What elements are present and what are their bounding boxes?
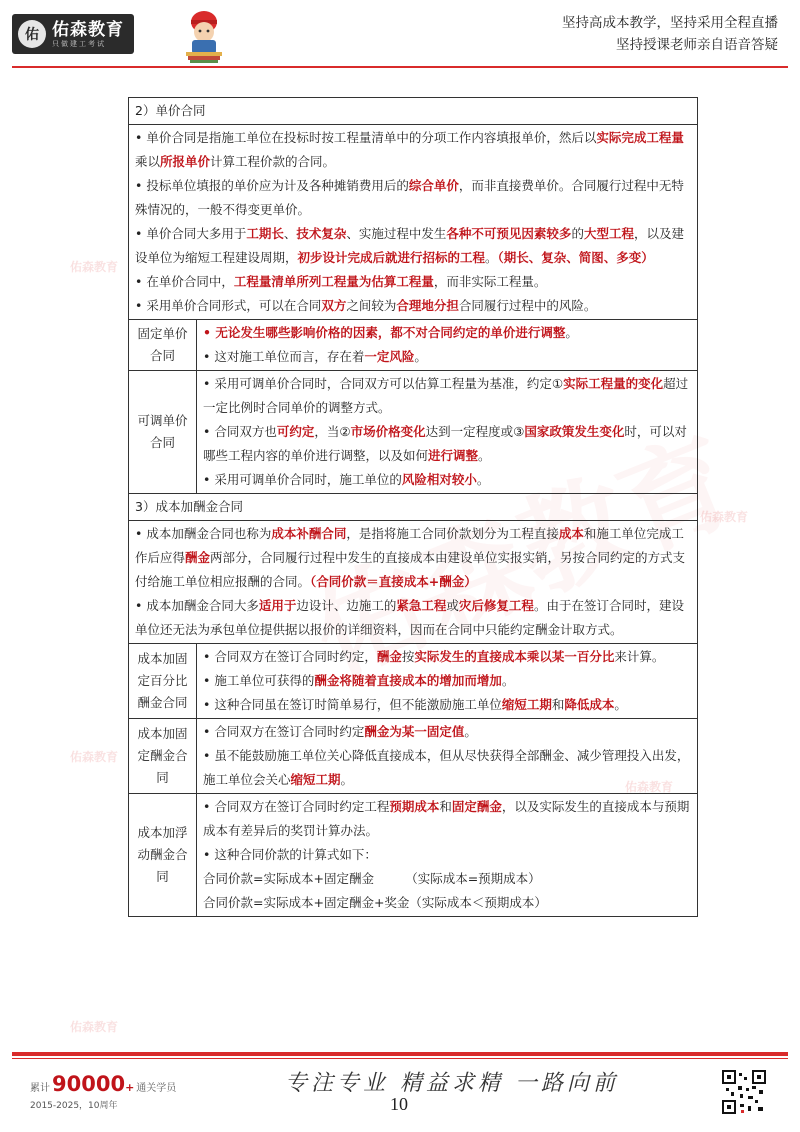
text-segment: 。 xyxy=(340,772,354,787)
section-heading-cost-plus: 3）成本加酬金合同 xyxy=(129,494,698,521)
text-segment: 达到一定程度或③ xyxy=(425,424,525,439)
highlighted-text: 一定风险 xyxy=(364,349,415,364)
text-segment: • 采用单价合同形式，可以在合同 xyxy=(135,298,322,313)
watermark-left-top: 佑森教育 xyxy=(70,260,119,274)
text-segment: • 单价合同是指施工单位在投标时按工程量清单中的分项工作内容填报单价，然后以 xyxy=(135,130,597,145)
fixed-unit-price-content xyxy=(197,320,698,371)
highlighted-text: 综合单价 xyxy=(408,178,459,193)
highlighted-text: 实际完成工程量 xyxy=(596,130,684,145)
text-segment: ，当② xyxy=(314,424,351,439)
paragraph xyxy=(135,174,691,222)
content-area xyxy=(128,97,698,917)
text-segment: 来计算。 xyxy=(614,649,665,664)
text-segment: 。 xyxy=(476,472,490,487)
logo-name: 佑森教育 xyxy=(52,19,124,40)
highlighted-text: 固定酬金 xyxy=(451,799,502,814)
paragraph xyxy=(135,270,691,294)
cost-plus-percentage-content xyxy=(197,644,698,719)
brand-logo xyxy=(12,14,134,54)
text-segment: 和施工单位完成工作后应得 xyxy=(135,526,684,565)
highlighted-text: 成本补酬合同 xyxy=(271,526,347,541)
text-segment: 计算工程价款的合同。 xyxy=(210,154,336,169)
text-segment: 和 xyxy=(439,799,452,814)
row-label-adjustable-unit-price: 可调单价合同 xyxy=(129,371,197,494)
cost-plus-overview xyxy=(129,521,698,644)
text-segment: ，以及实际发生的直接成本与预期成本有差异后的奖罚计算办法。 xyxy=(203,799,690,838)
header-divider xyxy=(12,66,788,68)
highlighted-text: 实际发生的直接成本乘以某一百分比 xyxy=(414,649,615,664)
text-segment: • 成本加酬金合同也称为 xyxy=(135,526,272,541)
cost-plus-floating-fee-content xyxy=(197,794,698,917)
text-segment: ，而非直接费单价。合同履行过程中无特殊情况的，一般不得变更单价。 xyxy=(135,178,684,217)
paragraph xyxy=(203,468,691,492)
highlighted-text: 大型工程 xyxy=(583,226,634,241)
watermark-right-mid: 佑森教育 xyxy=(625,780,674,794)
paragraph xyxy=(203,321,691,345)
text-segment: • 采用可调单价合同时，合同双方可以估算工程量为基准，约定① xyxy=(203,376,564,391)
formula-line: 合同价款=实际成本+固定酬金 （实际成本=预期成本） xyxy=(203,871,541,886)
slogan-line-1: 坚持高成本教学，坚持采用全程直播 xyxy=(562,15,778,31)
highlighted-text: 适用于 xyxy=(258,598,297,613)
highlighted-text: 灾后修复工程 xyxy=(458,598,534,613)
highlighted-text: 工程量清单所列工程量为估算工程量 xyxy=(233,274,434,289)
row-label-cost-plus-floating-fee: 成本加浮动酬金合同 xyxy=(129,794,197,917)
text-segment: 或 xyxy=(446,598,459,613)
text-segment: • 虽不能鼓励施工单位关心降低直接成本，但从尽快获得全部酬金、减少管理投入出发，施工单位会关心 xyxy=(203,748,690,787)
paragraph xyxy=(203,720,691,744)
paragraph xyxy=(203,345,691,369)
stat-number: 90000 xyxy=(52,1072,126,1096)
highlighted-text: 技术复杂 xyxy=(296,226,347,241)
text-segment: • 合同双方在签订合同时约定 xyxy=(203,724,365,739)
text-segment: ，以及建设单位为缩短工程建设周期， xyxy=(135,226,684,265)
paragraph xyxy=(135,222,691,270)
logo-emblem-icon: 佑 xyxy=(18,20,46,48)
text-segment: • 这对施工单位而言，存在着 xyxy=(203,349,365,364)
contract-table xyxy=(128,97,698,917)
highlighted-text: （期长、复杂、简图、多变） xyxy=(497,250,654,265)
highlighted-text: 各种不可预见因素较多 xyxy=(446,226,572,241)
highlighted-text: 工期长 xyxy=(246,226,284,241)
highlighted-text: 预期成本 xyxy=(389,799,440,814)
page-header xyxy=(0,0,800,70)
text-segment: 之间较为 xyxy=(346,298,397,313)
watermark-left-mid: 佑森教育 xyxy=(70,750,119,764)
highlighted-text: 缩短工期 xyxy=(290,772,341,787)
text-segment: 按 xyxy=(401,649,415,664)
footer-divider-thin xyxy=(12,1058,788,1059)
adjustable-unit-price-content xyxy=(197,371,698,494)
paragraph xyxy=(203,744,691,792)
paragraph xyxy=(135,126,691,174)
handwritten-motto: 专注专业 精益求精 一路向前 xyxy=(285,1071,619,1096)
text-segment: 。 xyxy=(565,325,578,340)
text-segment: • 采用可调单价合同时，施工单位的 xyxy=(203,472,402,487)
row-label-fixed-unit-price: 固定单价合同 xyxy=(129,320,197,371)
watermark-left-bottom: 佑森教育 xyxy=(70,1020,119,1034)
highlighted-text: 所报单价 xyxy=(160,154,211,169)
paragraph xyxy=(135,594,691,642)
text-segment: 两部分，合同履行过程中发生的直接成本由建设单位实报实销，另按合同约定的方式支付给施工单位相应报酬的合同。 xyxy=(135,550,686,589)
stat-label: 累计 xyxy=(30,1083,50,1094)
paragraph xyxy=(203,795,691,843)
text-segment: 和 xyxy=(551,697,565,712)
highlighted-text: 缩短工期 xyxy=(501,697,552,712)
paragraph xyxy=(135,294,691,318)
highlighted-text: 市场价格变化 xyxy=(350,424,426,439)
text-segment: 。 xyxy=(501,673,515,688)
text-segment: 、 xyxy=(283,226,297,241)
row-label-cost-plus-fixed-fee: 成本加固定酬金合同 xyxy=(129,719,197,794)
highlighted-text: （合同价款＝直接成本+酬金） xyxy=(310,574,477,589)
logo-subtitle: 只做建工考试 xyxy=(52,39,106,48)
paragraph xyxy=(203,693,691,717)
text-segment: • 合同双方在签订合同时约定， xyxy=(203,649,377,664)
highlighted-text: 酬金将随着直接成本的增加而增加 xyxy=(314,673,502,688)
text-segment: 超过一定比例时合同单价的调整方式。 xyxy=(203,376,689,415)
text-segment: 。 xyxy=(478,448,491,463)
text-segment: • 成本加酬金合同大多 xyxy=(135,598,259,613)
text-segment: ，而非实际工程量。 xyxy=(433,274,547,289)
paragraph: • 这种合同价款的计算式如下： xyxy=(203,847,377,862)
mascot-illustration xyxy=(180,8,228,64)
highlighted-text: 酬金为某一固定值 xyxy=(364,724,465,739)
highlighted-text: 成本 xyxy=(558,526,584,541)
highlighted-text: 风险相对较小 xyxy=(401,472,477,487)
text-segment: 。由于在签订合同时，建设单位还无法为承包单位提供据以报价的详细资料，因而在合同中只能约定酬金计取方式。 xyxy=(135,598,684,637)
text-segment: 。 xyxy=(464,724,477,739)
text-segment: 。 xyxy=(485,250,498,265)
text-segment: • 合同双方在签订合同时约定工程 xyxy=(203,799,390,814)
highlighted-text: 酬金 xyxy=(376,649,402,664)
highlighted-text: 紧急工程 xyxy=(396,598,447,613)
footer-divider-thick xyxy=(12,1052,788,1056)
text-segment: 边设计、边施工的 xyxy=(296,598,397,613)
highlighted-text: 初步设计完成后就进行招标的工程 xyxy=(297,250,486,265)
paragraph xyxy=(203,420,691,468)
stat-plus: + xyxy=(125,1081,135,1094)
text-segment: 。 xyxy=(414,349,427,364)
paragraph xyxy=(203,669,691,693)
text-segment: 时，可以对哪些工程内容的单价进行调整，以及如何 xyxy=(203,424,687,463)
page-number: 10 xyxy=(390,1094,408,1114)
slogan-line-2: 坚持授课老师亲自语音答疑 xyxy=(616,37,778,53)
highlighted-text: 酬金 xyxy=(185,550,211,565)
student-stat xyxy=(30,1072,176,1111)
formula-line: 合同价款=实际成本+固定酬金+奖金（实际成本＜预期成本） xyxy=(203,895,547,910)
highlighted-text: 合理地分担 xyxy=(396,298,459,313)
paragraph xyxy=(203,645,691,669)
section-heading-unit-price: 2）单价合同 xyxy=(129,98,698,125)
highlighted-text: 可约定 xyxy=(276,424,315,439)
highlighted-text: 实际工程量的变化 xyxy=(563,376,664,391)
cost-plus-fixed-fee-content xyxy=(197,719,698,794)
text-segment: 、实施过程中发生 xyxy=(346,226,447,241)
text-segment: • 施工单位可获得的 xyxy=(203,673,315,688)
paragraph xyxy=(203,372,691,420)
text-segment: • 在单价合同中， xyxy=(135,274,234,289)
watermark-right: 佑森教育 xyxy=(700,510,749,524)
text-segment: • 单价合同大多用于 xyxy=(135,226,247,241)
highlighted-text: 国家政策发生变化 xyxy=(524,424,625,439)
stat-suffix: 通关学员 xyxy=(136,1083,177,1094)
unit-price-overview xyxy=(129,125,698,320)
paragraph xyxy=(135,522,691,594)
text-segment: • 合同双方也 xyxy=(203,424,277,439)
text-segment: ，是指将施工合同价款划分为工程直接 xyxy=(346,526,559,541)
text-segment: 乘以 xyxy=(135,154,161,169)
qr-code-icon xyxy=(722,1070,766,1114)
row-label-cost-plus-percentage: 成本加固定百分比酬金合同 xyxy=(129,644,197,719)
highlighted-text: 降低成本 xyxy=(564,697,615,712)
stat-years: 2015-2025，10周年 xyxy=(30,1101,118,1111)
highlighted-text: 进行调整 xyxy=(428,448,479,463)
highlighted-text: 双方 xyxy=(321,298,347,313)
text-segment: • 投标单位填报的单价应为计及各种摊销费用后的 xyxy=(135,178,409,193)
highlighted-text: • 无论发生哪些影响价格的因素，都不对合同约定的单价进行调整 xyxy=(203,325,566,340)
text-segment: 。 xyxy=(614,697,627,712)
header-slogans xyxy=(562,12,778,56)
text-segment: 合同履行过程中的风险。 xyxy=(458,298,597,313)
page-footer xyxy=(0,1048,800,1132)
text-segment: • 这种合同虽在签订时简单易行，但不能激励施工单位 xyxy=(203,697,502,712)
text-segment: 的 xyxy=(571,226,584,241)
